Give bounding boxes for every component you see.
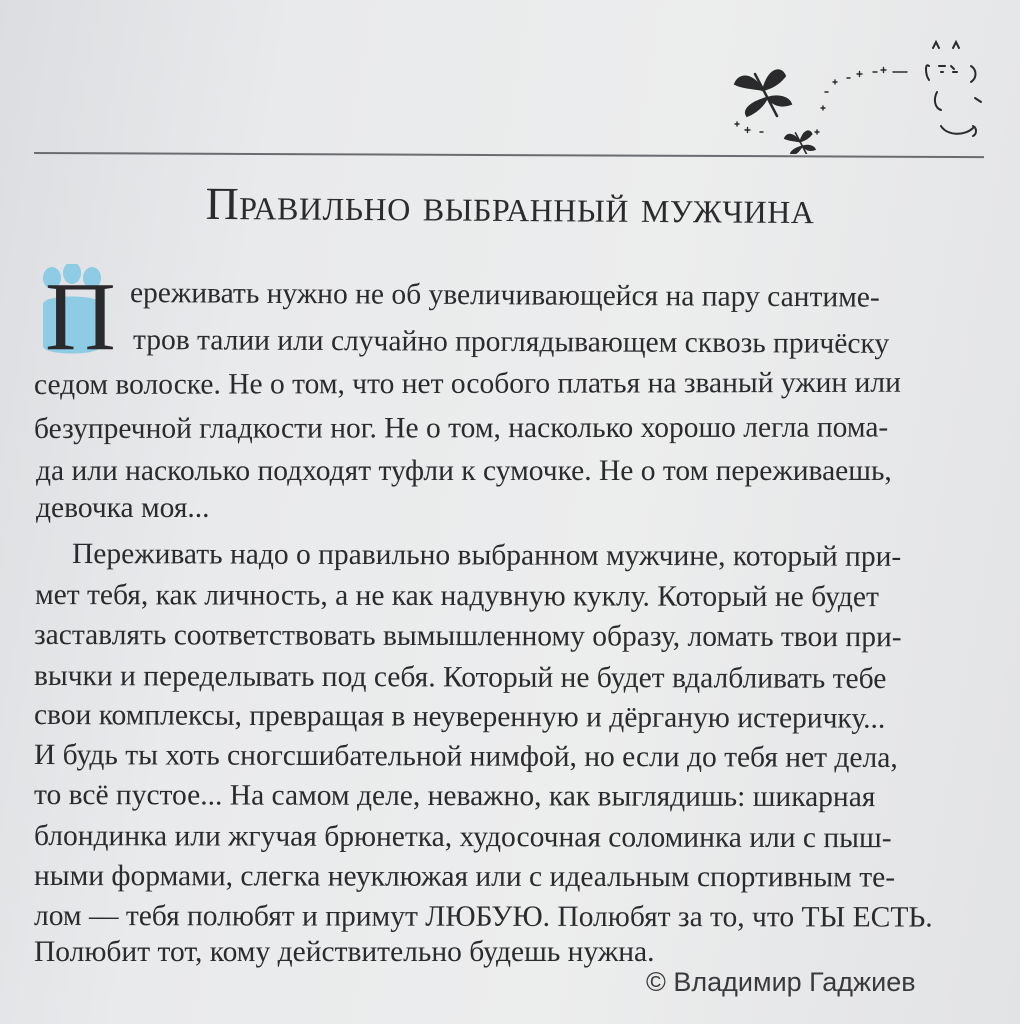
text-line: то всё пустое... На самом деле, неважно, как выглядишь: шикарная <box>33 779 876 814</box>
article-title: Правильно выбранный мужчина <box>205 177 815 234</box>
drop-cap <box>37 263 116 371</box>
text-line: Переживать надо о правильно выбранном мужчине, который при- <box>71 538 902 573</box>
text-line: седом волоске. Не о том, что нет особого платья на званый ужин или <box>33 366 901 401</box>
text-line: И будь ты хоть сногсшибательной нимфой, но если до тебя нет дела, <box>33 739 898 775</box>
author-signature: © Владимир Гаджиев <box>646 967 916 997</box>
text-line: ными формами, слегка неуклюжая или с идеальным спортивным те- <box>33 860 896 894</box>
text-line: да или насколько подходят туфли к сумочке. Не о том переживаешь, <box>36 455 892 487</box>
text-line: тров талии или случайно проглядывающем сквозь причёску <box>132 324 890 360</box>
text-line: ереживать нужно не об увеличивающейся на пару сантиме- <box>129 277 880 314</box>
text-line: мет тебя, как личность, а не как надувную куклу. Который не будет <box>34 579 879 614</box>
text-line: девочка моя... <box>36 492 210 524</box>
drop-cap-letter: П <box>45 263 116 371</box>
text-line: свои комплексы, превращая в неуверенную и дёрганую истеричку... <box>33 699 886 735</box>
dragonfly-cat-ornament-icon <box>715 36 995 154</box>
text-line: блондинка или жгучая брюнетка, худосочная соломинка или с пыш- <box>33 820 892 855</box>
text-line: Полюбит тот, кому действительно будешь нужна. <box>34 936 655 968</box>
text-line: лом — тебя полюбят и примут ЛЮБУЮ. Полюбят за то, что ТЫ ЕСТЬ. <box>33 900 933 934</box>
text-line: вычки и переделывать под себя. Который не будет вдалбливать тебе <box>33 660 887 695</box>
text-line: заставлять соответствовать вымышленному образу, ломать твои при- <box>33 619 902 654</box>
text-line: безупречной гладкости ног. Не о том, насколько хорошо легла пома- <box>33 411 889 445</box>
